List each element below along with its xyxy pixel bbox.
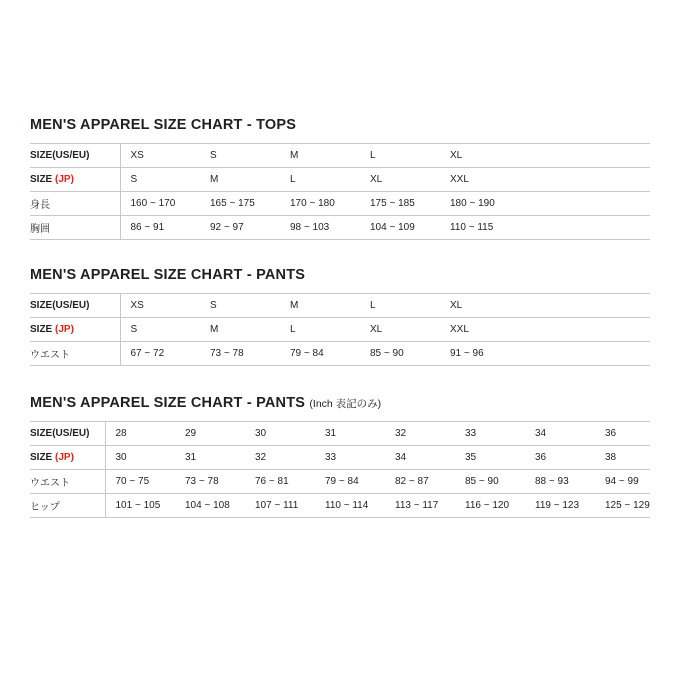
data-cell: 86 ~ 91 [120,215,200,239]
data-cell: 98 ~ 103 [280,215,360,239]
data-cell: 79 ~ 84 [280,341,360,365]
header-cell: 36 [525,445,595,469]
header-cell: 33 [455,421,525,445]
header-cell: 30 [245,421,315,445]
data-cell: 116 ~ 120 [455,493,525,517]
chart-title-pants-inch-text: MEN'S APPAREL SIZE CHART - PANTS [30,394,306,411]
data-cell: 104 ~ 109 [360,215,440,239]
header-cell: XS [120,143,200,167]
header-cell: 32 [385,421,455,445]
table-row [30,215,650,239]
header-cell: 32 [245,445,315,469]
row-label-text: SIZE(US/EU) [30,299,90,311]
data-cell: 92 ~ 97 [200,215,280,239]
row-label-text: SIZE(US/EU) [30,149,90,161]
row-label-text: SIZE(US/EU) [30,427,90,439]
chart-title-tops-text: MEN'S APPAREL SIZE CHART - TOPS [30,117,297,133]
size-chart-pants-inch [30,396,650,518]
header-cell: XXL [440,317,520,341]
spacer-cell [520,215,650,239]
table-row [30,445,650,469]
size-table-tops [30,143,650,240]
table-row [30,421,650,445]
header-cell: 34 [525,421,595,445]
row-label-height: 身長 [30,191,120,215]
header-cell: 29 [175,421,245,445]
row-label-size-useu [30,143,120,167]
header-cell: L [360,143,440,167]
data-cell: 160 ~ 170 [120,191,200,215]
row-label-chest: 胸囲 [30,215,120,239]
row-label-text: SIZE [30,173,56,185]
data-cell: 79 ~ 84 [315,469,385,493]
header-cell: 31 [175,445,245,469]
row-label-size-jp [30,445,105,469]
table-row [30,143,650,167]
spacer-cell [520,341,650,365]
header-cell: 31 [315,421,385,445]
row-label-text: SIZE [30,323,56,335]
data-cell: 170 ~ 180 [280,191,360,215]
header-cell: 38 [595,445,650,469]
size-chart-pants [30,268,650,366]
table-row [30,191,650,215]
header-cell: XS [120,293,200,317]
row-label-jp-tag: (JP) [55,173,74,185]
data-cell: 85 ~ 90 [360,341,440,365]
header-cell: M [280,293,360,317]
header-cell: L [280,317,360,341]
row-label-text: SIZE [30,451,56,463]
header-cell: L [360,293,440,317]
data-cell: 104 ~ 108 [175,493,245,517]
header-cell: 36 [595,421,650,445]
header-cell: 35 [455,445,525,469]
data-cell: 175 ~ 185 [360,191,440,215]
table-row [30,341,650,365]
row-label-jp-tag: (JP) [55,323,74,335]
header-cell: 30 [105,445,175,469]
spacer-cell [520,143,650,167]
data-cell: 110 ~ 114 [315,493,385,517]
spacer-cell [520,167,650,191]
header-cell: M [200,317,280,341]
header-cell: XL [360,167,440,191]
data-cell: 119 ~ 123 [525,493,595,517]
header-cell: M [280,143,360,167]
header-cell: 33 [315,445,385,469]
table-row [30,167,650,191]
header-cell: XL [440,143,520,167]
data-cell: 94 ~ 99 [595,469,650,493]
row-label-hip: ヒップ [30,493,105,517]
data-cell: 88 ~ 93 [525,469,595,493]
data-cell: 76 ~ 81 [245,469,315,493]
data-cell: 110 ~ 115 [440,215,520,239]
data-cell: 165 ~ 175 [200,191,280,215]
data-cell: 67 ~ 72 [120,341,200,365]
data-cell: 85 ~ 90 [455,469,525,493]
chart-title-pants [30,268,650,284]
data-cell: 82 ~ 87 [385,469,455,493]
chart-title-suffix: (Inch 表記のみ) [309,397,382,410]
spacer-cell [520,191,650,215]
header-cell: XXL [440,167,520,191]
data-cell: 180 ~ 190 [440,191,520,215]
data-cell: 73 ~ 78 [200,341,280,365]
header-cell: XL [440,293,520,317]
row-label-size-useu [30,293,120,317]
section-spacer [30,240,650,268]
size-table-pants-inch [30,421,650,518]
row-label-size-jp [30,167,120,191]
table-row [30,493,650,517]
chart-title-pants-inch [30,396,650,412]
header-cell: M [200,167,280,191]
header-cell: S [120,167,200,191]
row-label-waist: ウエスト [30,469,105,493]
data-cell: 125 ~ 129 [595,493,650,517]
row-label-waist: ウエスト [30,341,120,365]
header-cell: L [280,167,360,191]
row-label-size-jp [30,317,120,341]
data-cell: 73 ~ 78 [175,469,245,493]
header-cell: 28 [105,421,175,445]
row-label-jp-tag: (JP) [55,451,74,463]
header-cell: S [200,293,280,317]
table-row [30,293,650,317]
data-cell: 101 ~ 105 [105,493,175,517]
section-spacer [30,366,650,396]
header-cell: XL [360,317,440,341]
spacer-cell [520,317,650,341]
data-cell: 91 ~ 96 [440,341,520,365]
data-cell: 70 ~ 75 [105,469,175,493]
chart-title-pants-text: MEN'S APPAREL SIZE CHART - PANTS [30,266,306,283]
header-cell: S [200,143,280,167]
size-chart-tops [30,118,650,240]
size-table-pants [30,293,650,366]
data-cell: 113 ~ 117 [385,493,455,517]
row-label-size-useu [30,421,105,445]
table-row [30,469,650,493]
table-row [30,317,650,341]
header-cell: 34 [385,445,455,469]
header-cell: S [120,317,200,341]
data-cell: 107 ~ 111 [245,493,315,517]
spacer-cell [520,293,650,317]
chart-title-tops [30,118,650,134]
